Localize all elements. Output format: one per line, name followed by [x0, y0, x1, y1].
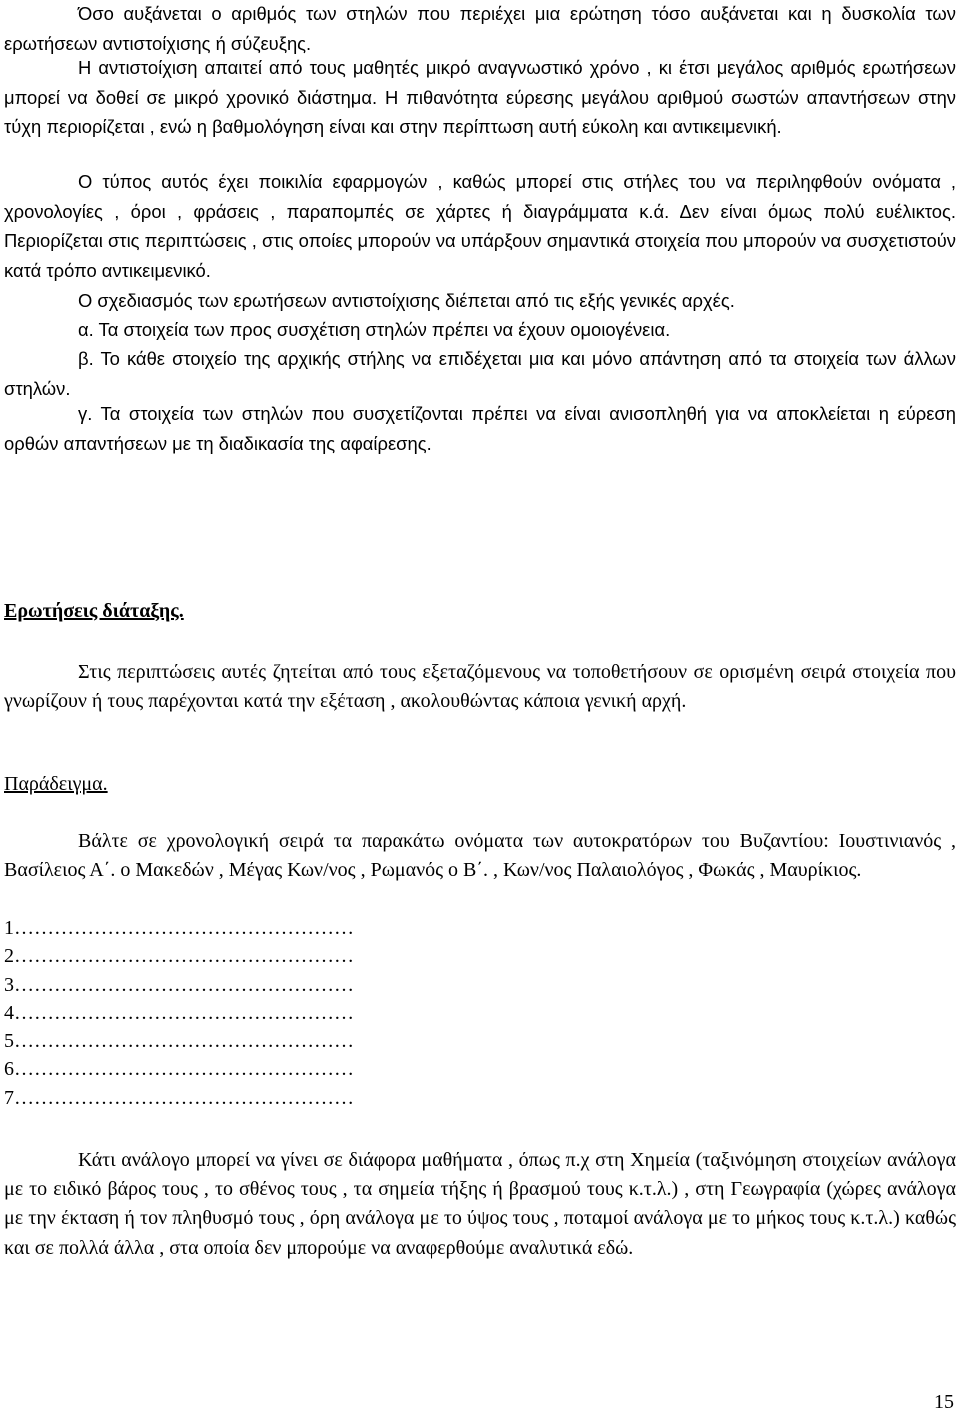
- matching-paragraph-1: Όσο αυξάνεται ο αριθμός των στηλών που περιέχει μια ερώτηση τόσο αυξάνεται και η δυσκολία των ερωτήσεων αντιστοίχισης ή σύζευξης.: [4, 3, 956, 54]
- principles-intro: Ο σχεδιασμός των ερωτήσεων αντιστοίχισης διέπεται από τις εξής γενικές αρχές.: [78, 290, 735, 311]
- example-task: Βάλτε σε χρονολογική σειρά τα παρακάτω ονόματα των αυτοκρατόρων του Βυζαντίου: Ιουστινιανός , Βασίλειος Α΄. ο Μακεδών , Μέγας Κων/νος , Ρωμανός ο Β΄. , Κων/νος Παλαιολόγος , Φωκάς , Μαυρίκιος.: [4, 830, 956, 882]
- page-number: 15: [934, 1391, 954, 1413]
- principle-b: β. Το κάθε στοιχείο της αρχικής στήλης να επιδέχεται μια και μόνο απάντηση από τα στοιχεία των άλλων στηλών.: [4, 348, 956, 399]
- principle-c: γ. Τα στοιχεία των στηλών που συσχετίζονται πρέπει να είναι ανισοπληθή για να αποκλείεται η εύρεση ορθών απαντήσεων με τη διαδικασία της αφαίρεσης.: [4, 403, 956, 454]
- matching-paragraph-2: Η αντιστοίχιση απαιτεί από τους μαθητές μικρό αναγνωστικό χρόνο , κι έτσι μεγάλος αριθμός ερωτήσεων μπορεί να δοθεί σε μικρό χρονικό διάστημα. Η πιθανότητα εύρεσης μεγάλου αριθμού σωστών απαντήσεων στην τύχη περιορίζεται , ενώ η βαθμολόγηση είναι και στην περίπτωση αυτή εύκολη και αντικειμενική.: [4, 57, 956, 138]
- ordering-intro: Στις περιπτώσεις αυτές ζητείται από τους εξεταζόμενους να τοποθετήσουν σε ορισμένη σειρά στοιχεία που γνωρίζουν ή τους παρέχονται κατά την εξέταση , ακολουθώντας κάποια γενική αρχή.: [4, 661, 956, 713]
- example-label: Παράδειγμα.: [4, 773, 108, 795]
- answer-lines: [4, 914, 354, 1112]
- matching-paragraph-3: Ο τύπος αυτός έχει ποικιλία εφαρμογών , καθώς μπορεί στις στήλες του να περιληφθούν ονόματα , χρονολογίες , όροι , φράσεις , παραπομπές σε χάρτες ή διαγράμματα κ.ά. Δεν είναι όμως πολύ ευέλικτος. Περιορίζεται στις περιπτώσεις , στις οποίες μπορούν να υπάρξουν σημαντικά στοιχεία που μπορούν να συσχετιστούν κατά τρόπο αντικειμενικό.: [4, 171, 956, 281]
- closing-paragraph: Κάτι ανάλογο μπορεί να γίνει σε διάφορα μαθήματα , όπως π.χ στη Χημεία (ταξινόμηση στοιχείων ανάλογα με το ειδικό βάρος τους , το σθένος τους , τα σημεία τήξης ή βρασμού τους κ.τ.λ.) , στη Γεωγραφία (χώρες ανάλογα με την έκταση ή τον πληθυσμό τους , όρη ανάλογα με το ύψος τους , ποταμοί ανάλογα με το μήκος τους κ.τ.λ.) καθώς και σε πολλά άλλα , στα οποία δεν μπορούμε να αναφερθούμε αναλυτικά εδώ.: [4, 1149, 956, 1259]
- answer-line-5: 5……………………………………………: [4, 1030, 354, 1053]
- answer-line-6: 6……………………………………………: [4, 1058, 354, 1081]
- answer-line-3: 3……………………………………………: [4, 973, 354, 996]
- answer-line-2: 2……………………………………………: [4, 945, 354, 968]
- answer-line-4: 4……………………………………………: [4, 1001, 354, 1024]
- answer-line-7: 7……………………………………………: [4, 1086, 354, 1109]
- principle-a: α. Τα στοιχεία των προς συσχέτιση στηλών πρέπει να έχουν ομοιογένεια.: [78, 319, 671, 340]
- ordering-heading: Ερωτήσεις διάταξης.: [4, 600, 184, 622]
- answer-line-1: 1……………………………………………: [4, 917, 354, 939]
